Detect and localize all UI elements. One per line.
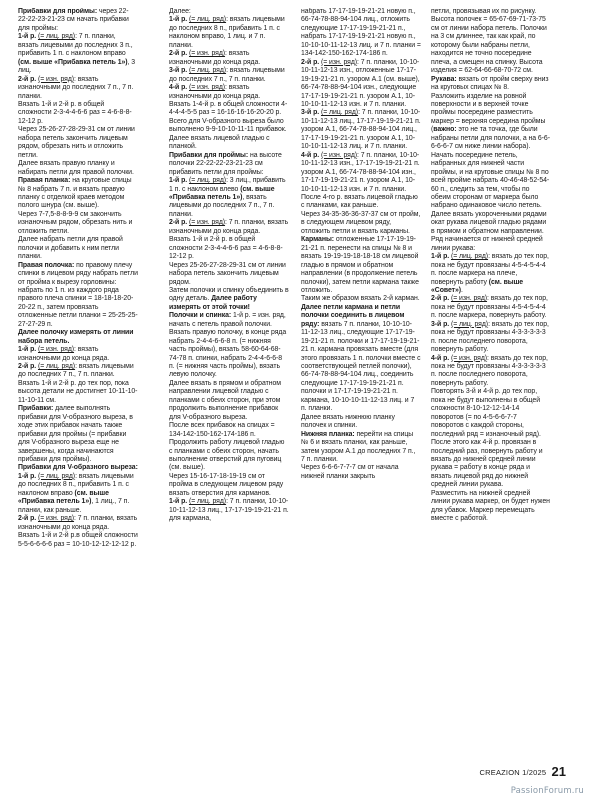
underlined-text: (= лиц. ряд) (188, 177, 227, 185)
paragraph (169, 177, 289, 219)
text-run: , 3 лиц. (18, 58, 136, 75)
paragraph (18, 346, 138, 363)
text-run: : 3 лиц., прибавить 1 п. с наклоном влево (169, 177, 286, 193)
text-run: Через 25-26-27-28-29-31 см от линии набора петель закончить лицевым рядом. (169, 261, 286, 286)
paragraph (18, 177, 138, 211)
bold-text: 2-й р. (431, 295, 451, 303)
text-run: : вязать изнаночными до конца ряда. (169, 84, 261, 100)
paragraph (18, 236, 138, 261)
bold-text: Прибавки для проймы: (169, 151, 249, 159)
text-run: : 7 п. планки, 10-10-10-11-12-13 лиц., 17-17-19-19-21-21 п. для кармана, (169, 498, 289, 523)
text-run: : вязать до тех пор, пока не будут провязаны 4-5-4-5-4-4 п. после маркера, повернуть работу. (431, 295, 548, 320)
page-number: 21 (551, 764, 566, 779)
paragraph (169, 236, 289, 261)
bold-text: 3-й р. (169, 67, 189, 75)
paragraph (169, 16, 289, 50)
text-run: Разместить на нижней средней линии рукава маркер, он будет нужен для убавок. Маркер перемещать вместе с работой. (431, 489, 550, 523)
text-run: : вязать до тех пор, пока не будут провязаны 4-3-3-3-3-3 п. после последнего поворота, повернуть работу. (431, 320, 549, 354)
bold-text: (см. выше «Совет») (431, 278, 524, 294)
bold-text: 4-й р. (431, 354, 451, 362)
bold-text: 2-й р. (18, 75, 38, 83)
text-run: это не та точка, где были набраны петли для полочки, а на 6-6-6-6-6-7 см ниже линии набора). (431, 126, 550, 151)
text-run: на высоте полочки 22-22-22-23-21-23 см прибавить петли для проймы: (169, 151, 282, 176)
underlined-text: (= лиц. ряд) (188, 16, 227, 24)
text-run: : 7 п. планки, 10-10-10-11-12-13 изн., отложенные 17-17-19-19-21-21 п. узором А.1 (см. выше), 66-74-78-88-94-104 изн., следующие 17-17-19-19-21-21 п. узором А.1, 10-10-10-11-12-13 изн. и 7 п. планки. (301, 58, 420, 108)
bold-text: Далее полочку измерять от линии набора петель. (18, 329, 134, 345)
text-run: : вязать до тех пор, пока не будут провязаны 4-5-4-5-4-4 п. после маркера на плече, повернуть работу (431, 253, 549, 286)
underlined-text: (= лиц. ряд) (188, 498, 227, 506)
bold-text: Полочки и спинка: (169, 312, 232, 320)
text-run: Разложить изделие на ровной поверхности и в верхней точке проймы посередине разместить маркер = верхняя середина проймы ( (431, 92, 546, 134)
text-run: Через 15-16-17-18-19-19 см от пройма в следующем лицевом ряду вязать отверстия для карманов. (169, 472, 284, 497)
paragraph (169, 84, 289, 101)
text-run: Вязать 1-й и 2-й р. в общей сложности 2-3-4-4-6-6 раз = 4-6-8-8-12-12 р. (169, 236, 283, 261)
paragraph (431, 76, 551, 93)
text-run: набрать 17-17-19-19-21-21 новую п., 66-74-78-88-94-104 лиц., отложить следующие 17-17-19-19-21-21 п., набрать 17-17-19-19-21-21 новую п., 10-10-10-11-12-13 лиц. и 7 п. планки = 134-142-150-162-174-186 п. (301, 8, 421, 58)
text-run: Вязать 1-4-й р. в общей сложности 4-4-4-4-5-5 раз = 16-16-16-16-20-20 р. (169, 100, 288, 117)
text-run: Далее набрать петли для правой полочки и добавить к ним петли планки. (18, 236, 123, 261)
paragraph (431, 8, 551, 16)
bold-text: Прибавки для V-образного выреза: (18, 464, 138, 472)
underlined-text: (= изн. ряд) (320, 58, 358, 66)
bold-text: 1-й р. (18, 346, 38, 354)
underlined-text: (= изн. ряд) (37, 75, 75, 83)
bold-text: 3-й р. (301, 109, 321, 117)
text-run: Повторять 3-й и 4-й р. до тех пор, пока не будут выполнены в общей сложности 8-10-12-12-14-14 поворотов (= по 4-5-6-6-7-7 поворотов с каждой стороны, последний ряд = изнаночный ряд). (431, 388, 541, 438)
underlined-text: (= лиц. ряд) (37, 33, 76, 41)
text-run: Далее вязать правую планку и набирать петли для правой полочки. (18, 160, 134, 176)
bold-text: 2-й р. (169, 50, 189, 58)
bold-text: Карманы: (301, 236, 335, 244)
text-run: Далее: (169, 8, 191, 15)
bold-text: Прибавки: (18, 405, 54, 413)
text-run: : вязать изнаночными до конца ряда. (169, 50, 261, 66)
underlined-text: (= изн. ряд) (188, 50, 226, 58)
paragraph (301, 431, 421, 465)
paragraph (18, 33, 138, 75)
bold-text: Далее петли кармана и петли полочки соединить в лицевом ряду: (301, 303, 405, 328)
paragraph (431, 439, 551, 490)
underlined-text: (= изн. ряд) (188, 219, 226, 227)
text-run: : вязать лицевыми до последних 7 п., 7 п. планки. (169, 67, 285, 83)
bold-text: Прибавки для проймы: (18, 8, 98, 15)
bold-text: Правая планка: (18, 177, 71, 185)
paragraph (301, 59, 421, 110)
bold-text: 2-й р. (18, 363, 38, 371)
text-run: по правому плечу спинки в лицевом ряду набрать петли от пройма к вырезу горловины: набрать по 1 п. из каждого ряда правого плеча спинки = 18-18-18-20-20-22 п., затем провязать отложенные петли планки = 25-25-25-27-27-29 п. (18, 261, 138, 328)
paragraph (169, 50, 289, 67)
paragraph (431, 211, 551, 253)
text-run: . (461, 286, 463, 294)
paragraph (431, 490, 551, 524)
text-run: Вязать 1-й и 2-й р. до тех пор, пока высота детали не достигнет 10-11-10-11-10-11 см. (18, 379, 138, 404)
text-column-1 (18, 8, 138, 778)
paragraph (169, 498, 289, 523)
paragraph (18, 211, 138, 236)
paragraph (169, 118, 289, 135)
text-column-2 (169, 8, 289, 778)
text-run: Начать посередине петель, набранных для нижней части проймы, и на круговые спицы № 8 по всей пройме набрать 40-46-48-52-54-60 п., следить за тем, чтобы по обеим сторонам от маркера было набрано одинаковое число петель. (431, 151, 550, 210)
text-run: 1-й р. = изн. ряд, начать с петель правой полочки. (169, 312, 286, 328)
paragraph (18, 101, 138, 126)
paragraph (18, 262, 138, 330)
paragraph (301, 109, 421, 151)
paragraph (431, 295, 551, 320)
bold-text: Далее работу измерять от этой точки! (169, 295, 257, 311)
paragraph (301, 414, 421, 431)
text-run: : вязать лицевыми до последних 8 п., прибавить 1 п. с наклоном вправо (18, 472, 134, 497)
underlined-text: (= изн. ряд) (450, 295, 488, 303)
bold-text: 3-й р. (431, 320, 451, 328)
paragraph (18, 329, 138, 346)
text-run: через 22-22-22-23-21-23 см начать прибавки для проймы: (18, 8, 129, 32)
magazine-issue: CREAZION 1/2025 (479, 768, 547, 777)
underlined-text: (= изн. ряд) (188, 84, 226, 92)
paragraph (18, 464, 138, 472)
paragraph (18, 160, 138, 177)
bold-text: 1-й р. (169, 177, 189, 185)
text-run: , 1 лиц., 7 п. планки, как раньше. (18, 498, 130, 514)
text-run: Высота полочек = 65-67-69-71-73-75 см от линии набора петель. Полочки на 3 см длиннее, так как край, по которому были набраны петли, находится не точно посередине плеча, а смещен на спинку. Высота изделия = 62-64-66-68-70-72 см. (431, 16, 547, 75)
paragraph (431, 388, 551, 439)
text-column-4 (431, 8, 551, 778)
page-footer (480, 764, 566, 779)
paragraph (169, 287, 289, 312)
text-run: отложенные 17-17-19-19-21-21 п. перенести на спицы № 8 и вязать 19-19-19-18-18-18 см лицевой гладью в прямом и обратном направлении (в продолжение петель полочки), затем петли кармана также отложить. (301, 236, 419, 294)
paragraph (301, 194, 421, 211)
paragraph (301, 152, 421, 194)
underlined-text: (= лиц. ряд) (37, 472, 76, 480)
underlined-text: (= изн. ряд) (450, 354, 488, 362)
bold-text: важно: (433, 126, 457, 134)
paragraph (301, 211, 421, 236)
underlined-text: (= лиц. ряд) (188, 67, 227, 75)
text-run: вязать 7 п. планки, 10-10-10-11-12-13 лиц., следующие 17-17-19-19-21-21 п. полочки и 17-17-19-19-21-21 п. кармана провязать вместе (для этого провязать 1 п. полочки вместе с соответствующей петлей полочки), 66-74-78-88-94-104 лиц., соединить следующие 17-17-19-19-21-21 п. полочки и 17-17-19-19-21-21 п. кармана, 10-10-10-11-12-13 лиц. и 7 п. планки. (301, 320, 421, 413)
text-run: Таким же образом вязать 2-й карман. (301, 295, 420, 303)
paragraph (431, 93, 551, 152)
paragraph (169, 312, 289, 329)
bold-text: 4-й р. (169, 84, 189, 92)
underlined-text: (= лиц. ряд) (450, 253, 489, 261)
bold-text: 1-й р. (18, 33, 38, 41)
text-run: : 7 п. планки, 10-10-10-11-12-13 лиц., 17-17-19-19-21-21 п. узором А.1, 66-74-78-88-94-104 лиц., 17-17-19-19-21-21 п. узором А.1, 10-10-10-11-12-13 лиц. и 7 п. планки. (301, 109, 421, 151)
paragraph (301, 236, 421, 295)
text-run: После всех прибавок на спицах = 134-142-150-162-174-186 п. Продолжить работу лицевой гладью с планками с обеих сторон, начать выполнение отверстий для пуговиц (см. выше). (169, 422, 285, 472)
bold-text: 1-й р. (18, 472, 38, 480)
text-run: После этого как 4-й р. провязан в последний раз, повернуть работу и вязать до нижней средней линии рукава = работу в конце ряда и вязать лицевой ряд до нижней средней линии рукава. (431, 439, 543, 489)
paragraph (18, 473, 138, 515)
paragraph (301, 295, 421, 303)
text-run: на круговые спицы № 8 набрать 7 п. и вязать правую планку с отделкой краев методом полого шнура (см. выше). (18, 177, 132, 210)
underlined-text: (= лиц. ряд) (450, 320, 489, 328)
underlined-text: (= изн. ряд) (37, 515, 75, 523)
text-run: : 7 п. планки, 10-10-10-11-12-13 изн., 17-17-19-19-21-21 п. узором А.1, 66-74-78-88-94-104 изн., 17-17-19-19-21-21 п. узором А.1, 10-10-10-11-12-13 изн. и 7 п. планки. (301, 151, 420, 193)
text-run: : вязать лицевыми до последних 7 п., 7 п. планки. (18, 363, 134, 379)
text-run: перейти на спицы № 6 и вязать планки, как раньше, затем узором А.1 до последних 7 п., 7 п. планки. (301, 430, 416, 464)
text-run: Далее вязать лицевой гладью с планкой. (169, 134, 270, 151)
paragraph (169, 152, 289, 177)
bold-text: (см. выше «Прибавка петель 1») (169, 185, 275, 201)
paragraph (169, 262, 289, 287)
bold-text: 2-й р. (301, 58, 321, 66)
paragraph (169, 101, 289, 118)
text-run: вязать от пройм сверху вниз на круговых спицах № 8. (431, 75, 549, 92)
paragraph (431, 16, 551, 75)
bold-text: (см. выше «Прибавка петель 1») (18, 489, 109, 506)
bold-text: 1-й р. (169, 16, 189, 24)
paragraph (301, 464, 421, 481)
bold-text: Правая полочка: (18, 261, 75, 269)
text-run: : 7 п. планки, вязать изнаночными до конца ряда. (18, 515, 138, 531)
paragraph (18, 8, 138, 33)
text-run: : 7 п. планки, вязать изнаночными до конца ряда. (169, 219, 289, 235)
text-run: Вязать 1-й и 2-й р.в общей сложности 5-5-6-6-6-6 раз = 10-10-12-12-12-12 р. (18, 532, 138, 548)
paragraph (18, 532, 138, 549)
text-run: петли, провязывая их по рисунку. (431, 8, 537, 15)
paragraph (18, 126, 138, 160)
paragraph (301, 8, 421, 59)
text-run: Через 34-35-36-36-37-37 см от пройм, в следующем лицевом ряду, отложить петли и вязать карманы. (301, 210, 421, 235)
text-run: , вязать лицевыми до последних 7 п., 7 п. планки. (169, 193, 275, 218)
paragraph (18, 380, 138, 405)
bold-text: 1-й р. (431, 253, 451, 261)
text-run: : вязать до тех пор, пока не будут провязаны 4-3-3-3-3-3 п. после последнего поворота, повернуть работу. (431, 354, 548, 387)
paragraph (18, 363, 138, 380)
paragraph (169, 422, 289, 473)
text-run: Через 7-7,5-8-8-9-9 см закончить изнаночным рядом, обрезать нить и отложить петли. (18, 210, 133, 235)
text-run: : вязать лицевыми до последних 8 п., прибавить 1 п. с наклоном вправо, 1 лиц. и 7 п. планки. (169, 16, 285, 49)
bold-text: Нижняя планка: (301, 430, 355, 438)
paragraph (169, 380, 289, 422)
underlined-text: (= изн. ряд) (320, 151, 358, 159)
text-run: Далее вязать укороченными рядами окат рукава лицевой гладью рядами в прямом и обратном направлении. Ряд начинается от нижней средней линии рукава: (431, 210, 547, 252)
watermark: PassionForum.ru (510, 786, 584, 796)
underlined-text: (= изн. ряд) (37, 346, 75, 354)
text-run: : вязать изнаночными до конца ряда. (18, 346, 110, 362)
paragraph (169, 329, 289, 380)
paragraph (18, 76, 138, 101)
text-run: : вязать изнаночными до последних 7 п., 7 п. планки. (18, 75, 134, 100)
bold-text: 1-й р. (169, 498, 189, 506)
text-run: Вязать 1-й и 2-й р. в общей сложности 2-3-4-4-6-6 раз = 4-6-8-8-12-12 р. (18, 100, 132, 125)
text-run: Через 25-26-27-28-29-31 см от линии набора петель закончить лицевым рядом, обрезать нить и отложить петли. (18, 126, 135, 159)
paragraph (18, 515, 138, 532)
text-run: далее выполнять прибавки для V-образного выреза, в ходе этих прибавок начать также прибавки для проймы (= прибавки для V-образного выреза еще не завершены, когда начинаются прибавки для проймы). (18, 405, 133, 464)
paragraph (431, 355, 551, 389)
text-run: Вязать правую полочку, в конце ряда набрать 2-4-4-6-6-8 п. (= нижняя часть проймы), вязать 58-60-64-68-74-78 п. спинки, набрать 2-4-4-6-6-8 п. (= нижняя часть проймы), вязать левую полочку. (169, 329, 287, 379)
underlined-text: (= лиц. ряд) (320, 109, 359, 117)
bold-text: (см. выше «Прибавка петель 1») (18, 58, 128, 66)
document-page (10, 8, 584, 778)
paragraph (169, 135, 289, 152)
bold-text: 2-й р. (18, 515, 38, 523)
text-column-3 (301, 8, 421, 778)
underlined-text: (= лиц. ряд) (37, 363, 76, 371)
paragraph (431, 321, 551, 355)
paragraph (18, 405, 138, 464)
paragraph (431, 253, 551, 295)
text-run: Затем полочки и спинку объединить в одну деталь. (169, 286, 289, 303)
bold-text: 2-й р. (169, 219, 189, 227)
text-run: Всего для V-образного выреза было выполнено 9-9-10-10-11-11 прибавок. (169, 117, 287, 134)
paragraph (431, 152, 551, 211)
text-run: После 4-го р. вязать лицевой гладью с планками, как раньше. (301, 193, 418, 210)
text-run: Далее вязать в прямом и обратном направлении лицевой гладью с планками с обеих сторон, при этом продолжить выполнение прибавок для V-образного выреза. (169, 379, 281, 421)
paragraph (169, 473, 289, 498)
text-run: Через 6-6-6-7-7-7 см от начала нижней планки закрыть (301, 464, 399, 480)
bold-text: Рукава: (431, 75, 457, 83)
text-run: Далее вязать нижнюю планку полочек и спинки. (301, 413, 395, 430)
paragraph (169, 219, 289, 236)
bold-text: 4-й р. (301, 151, 321, 159)
paragraph (169, 67, 289, 84)
text-run: : 7 п. планки, вязать лицевыми до последних 3 п., прибавить 1 п. с наклоном вправо (18, 33, 133, 58)
paragraph (301, 304, 421, 414)
